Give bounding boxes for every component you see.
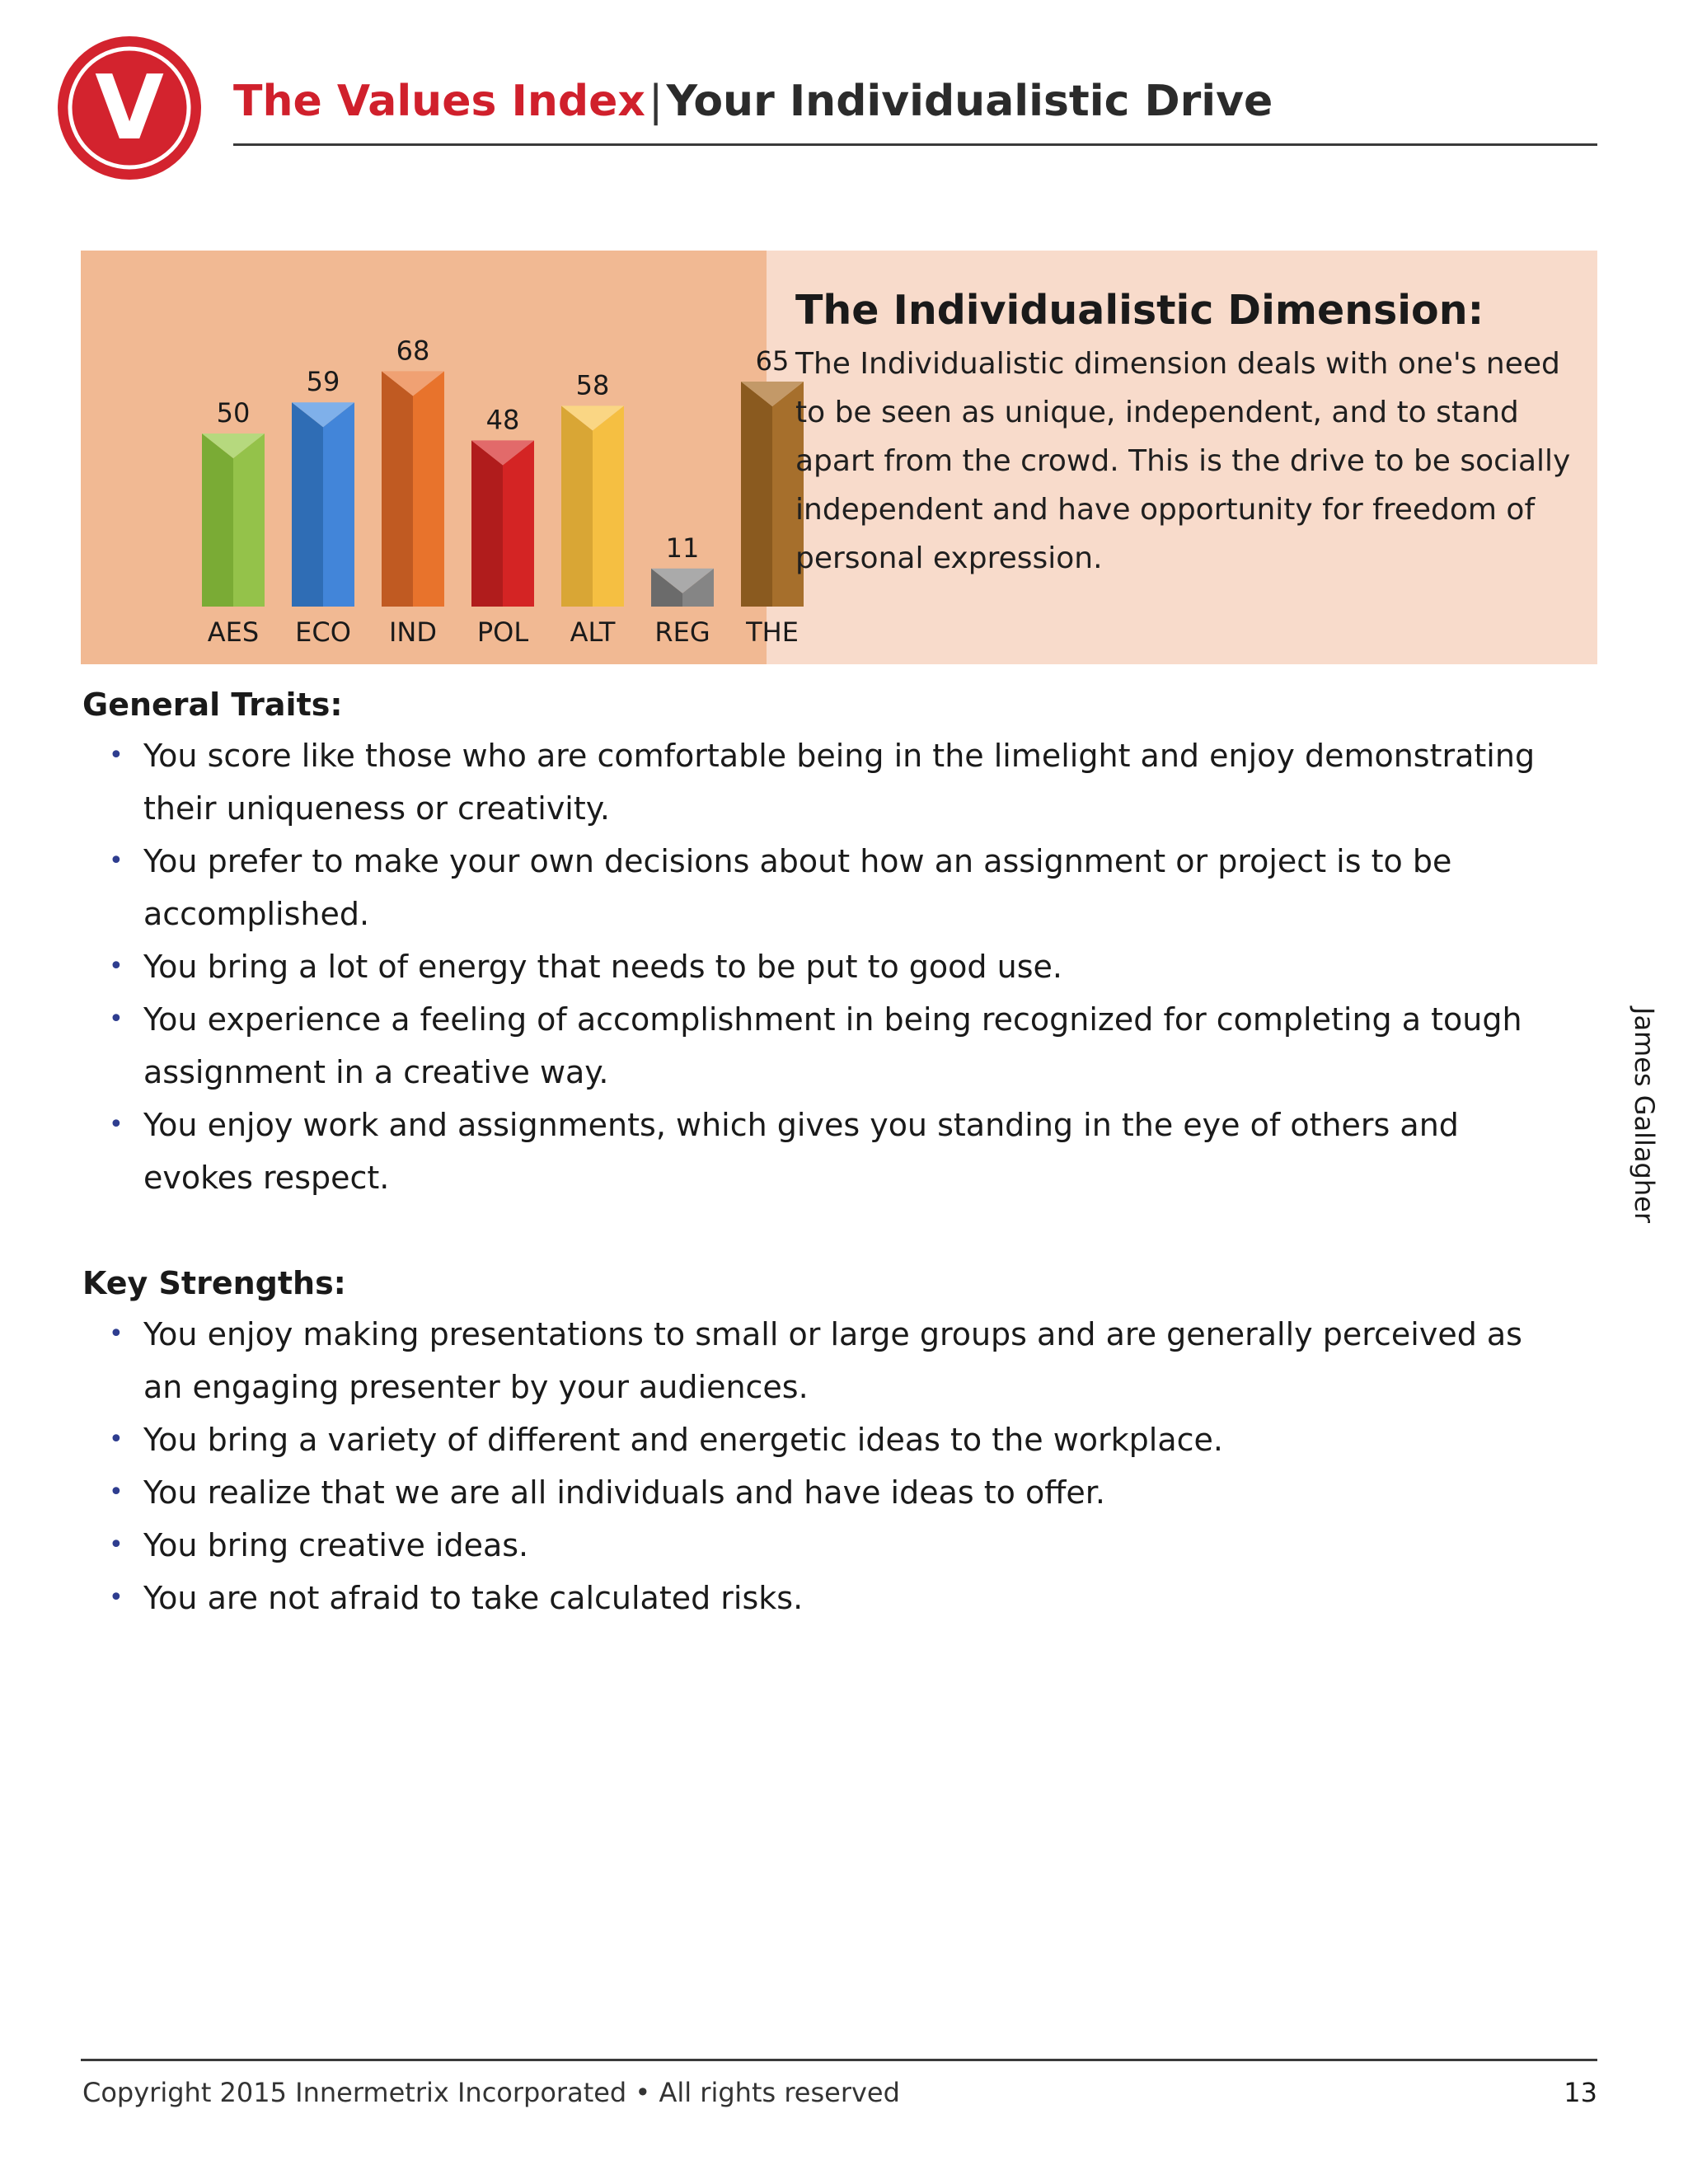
- tick-label-ind: IND: [388, 616, 438, 648]
- list-item-text: You are not afraid to take calculated risks.: [143, 1580, 804, 1616]
- bullet-icon: •: [109, 1110, 124, 1139]
- tick-label-reg: REG: [654, 616, 710, 648]
- bar-face-right: [503, 440, 534, 607]
- bar-face-left: [382, 371, 413, 607]
- key-strengths-section: [82, 1258, 1566, 1624]
- page-number: 13: [1564, 2077, 1597, 2108]
- list-item-text: You experience a feeling of accomplishment in being recognized for completing a tough assignment in a creative way.: [143, 1001, 1522, 1090]
- footer-copyright: Copyright 2015 Innermetrix Incorporated • All rights reserved: [82, 2077, 900, 2108]
- bar-face-right: [233, 434, 265, 607]
- tick-label-alt: ALT: [570, 616, 616, 648]
- key-strengths-list: [109, 1308, 1566, 1624]
- dimension-description: [795, 282, 1578, 583]
- respondent-name: James Gallagher: [1629, 1007, 1660, 1223]
- list-item: [109, 1413, 1566, 1466]
- data-label-ind: 68: [396, 335, 430, 367]
- bullet-icon: •: [109, 846, 124, 875]
- values-bar-chart: [81, 251, 799, 664]
- list-item-text: You score like those who are comfortable being in the limelight and enjoy demonstrating their uniqueness or creativity.: [143, 738, 1536, 827]
- bar-face-left: [471, 440, 503, 607]
- bullet-icon: •: [109, 1478, 124, 1507]
- bar-face-right: [323, 402, 354, 607]
- footer-divider: [81, 2059, 1597, 2061]
- bullet-icon: •: [109, 1530, 124, 1559]
- list-item-text: You prefer to make your own decisions about how an assignment or project is to be accomplished.: [143, 843, 1452, 932]
- list-item: [109, 1308, 1566, 1413]
- bar-pol: [471, 440, 534, 607]
- list-item: [109, 835, 1566, 940]
- list-item-text: You enjoy work and assignments, which gives you standing in the eye of others and evokes respect.: [143, 1107, 1459, 1196]
- list-item-text: You bring creative ideas.: [143, 1527, 529, 1563]
- tick-label-the: THE: [746, 616, 799, 648]
- key-strengths-heading: Key Strengths:: [82, 1265, 346, 1301]
- list-item: [109, 729, 1566, 835]
- data-label-alt: 58: [575, 369, 610, 401]
- bar-the: [741, 382, 804, 607]
- bar-face-left: [561, 405, 593, 607]
- bar-ind: [382, 371, 444, 607]
- bullet-icon: •: [109, 952, 124, 981]
- bar-face-left: [741, 382, 772, 607]
- bar-alt: [561, 405, 624, 607]
- chart-area: [81, 251, 799, 664]
- list-item-text: You realize that we are all individuals and have ideas to offer.: [143, 1474, 1105, 1511]
- list-item-text: You enjoy making presentations to small or large groups and are generally perceived as an engaging presenter by your audiences.: [143, 1316, 1522, 1405]
- page-subtitle: Your Individualistic Drive: [666, 77, 1273, 126]
- page-title: [233, 73, 1273, 130]
- list-item-text: You bring a lot of energy that needs to be put to good use.: [143, 949, 1062, 985]
- values-index-logo: [56, 35, 203, 181]
- bar-face-left: [292, 402, 323, 607]
- bullet-icon: •: [109, 1005, 124, 1033]
- list-item: [109, 993, 1566, 1099]
- data-label-aes: 50: [216, 397, 251, 429]
- list-item: [109, 1466, 1566, 1519]
- list-item: [109, 1519, 1566, 1572]
- tick-label-aes: AES: [207, 616, 260, 648]
- data-label-pol: 48: [485, 404, 520, 436]
- dimension-heading: The Individualistic Dimension:: [795, 287, 1484, 334]
- list-item: [109, 1099, 1566, 1204]
- general-traits-section: [82, 680, 1566, 1204]
- header-divider: [233, 143, 1597, 146]
- side-name-container: [1622, 1007, 1663, 1221]
- tick-label-pol: POL: [476, 616, 529, 648]
- bar-reg: [651, 569, 714, 607]
- logo-letter: V: [95, 57, 164, 160]
- list-item-text: You bring a variety of different and energetic ideas to the workplace.: [143, 1422, 1223, 1458]
- brand-name: The Values Index: [233, 77, 645, 126]
- bar-face-left: [202, 434, 233, 607]
- general-traits-heading: General Traits:: [82, 687, 343, 723]
- general-traits-list: [109, 729, 1566, 1204]
- bar-face-right: [413, 371, 444, 607]
- list-item: [109, 1572, 1566, 1624]
- list-item: [109, 940, 1566, 993]
- bar-aes: [202, 434, 265, 607]
- tick-label-eco: ECO: [295, 616, 351, 648]
- bullet-icon: •: [109, 1319, 124, 1348]
- data-label-eco: 59: [306, 366, 340, 398]
- bullet-icon: •: [109, 741, 124, 770]
- dimension-panel: [81, 251, 1597, 664]
- bullet-icon: •: [109, 1425, 124, 1454]
- bar-face-right: [593, 405, 624, 607]
- dimension-body: The Individualistic dimension deals with one's need to be seen as unique, independent, and to stand apart from the crowd. This is the drive to be socially independent and have opportunity for freedom of personal expression.: [795, 347, 1571, 575]
- data-label-the: 65: [755, 345, 790, 377]
- data-label-reg: 11: [665, 532, 700, 564]
- bullet-icon: •: [109, 1583, 124, 1612]
- bar-eco: [292, 402, 354, 607]
- title-separator: |: [648, 77, 663, 126]
